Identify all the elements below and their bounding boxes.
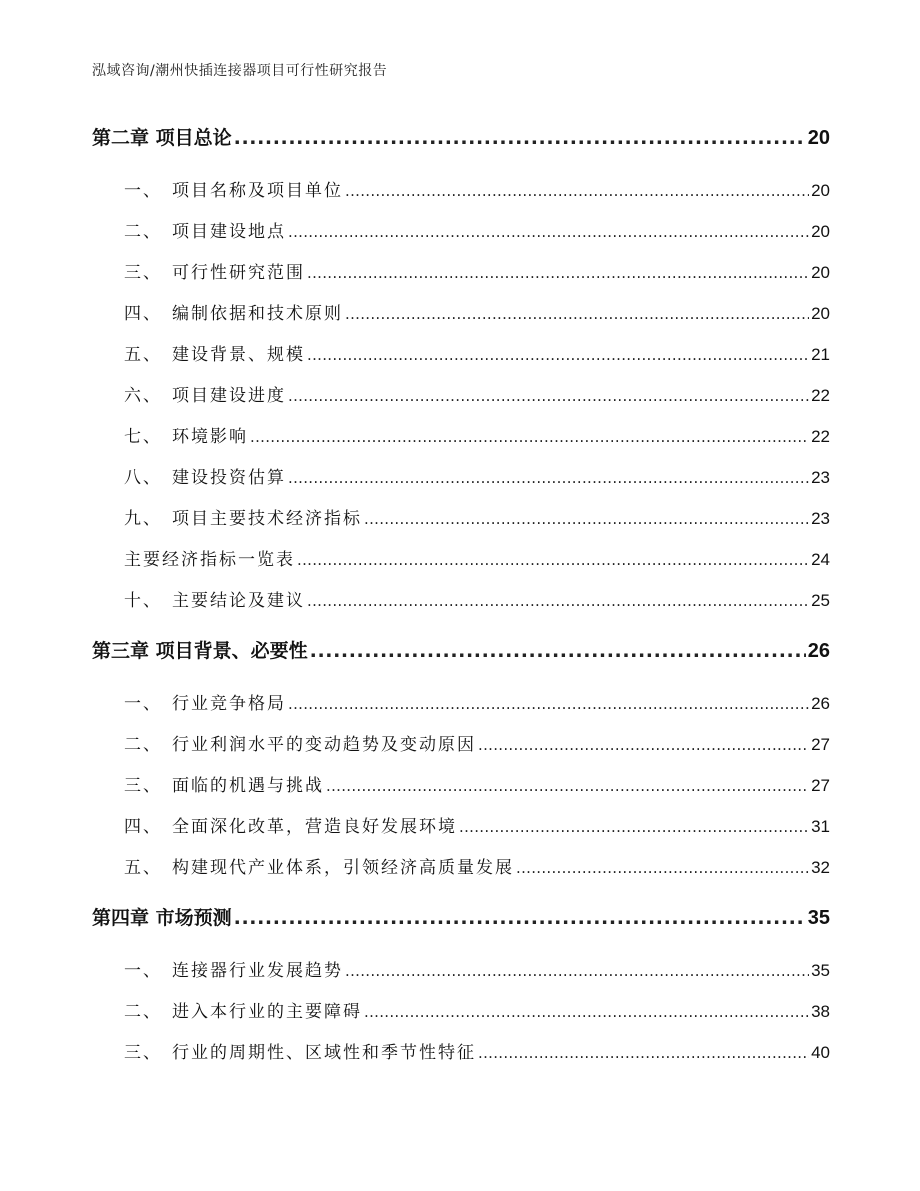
toc-item[interactable] [92, 812, 830, 837]
item-number: 八、 [124, 468, 162, 488]
toc-item[interactable] [92, 258, 830, 283]
leader-dots [326, 777, 809, 795]
page-number: 20 [807, 127, 830, 149]
page-number: 40 [811, 1043, 830, 1062]
toc-item[interactable] [92, 545, 830, 570]
toc-item[interactable] [92, 504, 830, 529]
leader-dots [234, 127, 806, 149]
leader-dots [478, 736, 809, 754]
leader-dots [234, 907, 806, 929]
toc-item[interactable] [92, 689, 830, 714]
leader-dots [307, 264, 809, 282]
leader-dots [478, 1044, 809, 1062]
toc-chapter-4[interactable] [92, 903, 830, 930]
toc-item[interactable] [92, 956, 830, 981]
toc-item[interactable] [92, 730, 830, 755]
item-title: 全面深化改革，营造良好发展环境 [172, 817, 457, 837]
page-number: 27 [811, 776, 830, 795]
leader-dots [310, 640, 806, 662]
page-number: 38 [811, 1002, 830, 1021]
item-title: 面临的机遇与挑战 [172, 776, 324, 796]
chapter-title: 第三章 项目背景、必要性 [92, 640, 308, 662]
leader-dots [516, 859, 809, 877]
toc-item[interactable] [92, 340, 830, 365]
leader-dots [307, 346, 809, 364]
item-number: 一、 [124, 181, 162, 201]
item-number: 七、 [124, 427, 162, 447]
toc-item[interactable] [92, 463, 830, 488]
chapter-title: 第四章 市场预测 [92, 907, 232, 929]
page-number: 32 [811, 858, 830, 877]
item-title: 主要经济指标一览表 [124, 550, 295, 570]
leader-dots [288, 469, 809, 487]
leader-dots [288, 387, 809, 405]
item-title: 建设投资估算 [172, 468, 286, 488]
toc-item[interactable] [92, 176, 830, 201]
item-number: 一、 [124, 694, 162, 714]
item-number: 五、 [124, 858, 162, 878]
item-title: 连接器行业发展趋势 [172, 961, 343, 981]
toc-item[interactable] [92, 853, 830, 878]
page-number: 20 [811, 222, 830, 241]
page-number: 24 [811, 550, 830, 569]
item-number: 三、 [124, 1043, 162, 1063]
item-title: 项目名称及项目单位 [172, 181, 343, 201]
toc-item[interactable] [92, 381, 830, 406]
page-number: 23 [811, 468, 830, 487]
item-number: 十、 [124, 591, 162, 611]
page-number: 27 [811, 735, 830, 754]
toc-item[interactable] [92, 217, 830, 242]
item-title: 行业利润水平的变动趋势及变动原因 [172, 735, 476, 755]
item-title: 构建现代产业体系，引领经济高质量发展 [172, 858, 514, 878]
page-number: 25 [811, 591, 830, 610]
page-header: 泓域咨询/潮州快插连接器项目可行性研究报告 [92, 63, 388, 79]
toc-item[interactable] [92, 771, 830, 796]
item-title: 主要结论及建议 [172, 591, 305, 611]
page-number: 31 [811, 817, 830, 836]
leader-dots [364, 1003, 809, 1021]
item-number: 四、 [124, 817, 162, 837]
page-number: 22 [811, 427, 830, 446]
item-title: 可行性研究范围 [172, 263, 305, 283]
item-title: 项目主要技术经济指标 [172, 509, 362, 529]
item-title: 环境影响 [172, 427, 248, 447]
toc-item[interactable] [92, 422, 830, 447]
item-title: 进入本行业的主要障碍 [172, 1002, 362, 1022]
leader-dots [345, 305, 809, 323]
leader-dots [307, 592, 809, 610]
page-number: 23 [811, 509, 830, 528]
item-number: 二、 [124, 1002, 162, 1022]
leader-dots [250, 428, 809, 446]
page-number: 20 [811, 304, 830, 323]
page-number: 20 [811, 263, 830, 282]
leader-dots [345, 182, 809, 200]
toc-item[interactable] [92, 586, 830, 611]
item-title: 编制依据和技术原则 [172, 304, 343, 324]
item-title: 项目建设进度 [172, 386, 286, 406]
item-title: 建设背景、规模 [172, 345, 305, 365]
page-number: 35 [807, 907, 830, 929]
leader-dots [297, 551, 809, 569]
toc-item[interactable] [92, 299, 830, 324]
leader-dots [364, 510, 809, 528]
page-number: 21 [811, 345, 830, 364]
item-title: 行业竞争格局 [172, 694, 286, 714]
item-number: 二、 [124, 735, 162, 755]
leader-dots [288, 695, 809, 713]
item-number: 五、 [124, 345, 162, 365]
item-number: 三、 [124, 776, 162, 796]
leader-dots [459, 818, 809, 836]
item-number: 四、 [124, 304, 162, 324]
item-number: 二、 [124, 222, 162, 242]
page-number: 26 [811, 694, 830, 713]
item-title: 行业的周期性、区域性和季节性特征 [172, 1043, 476, 1063]
page-number: 20 [811, 181, 830, 200]
item-title: 项目建设地点 [172, 222, 286, 242]
toc-item[interactable] [92, 1038, 830, 1063]
item-number: 六、 [124, 386, 162, 406]
toc-item[interactable] [92, 997, 830, 1022]
page-number: 22 [811, 386, 830, 405]
leader-dots [288, 223, 809, 241]
item-number: 九、 [124, 509, 162, 529]
page-number: 35 [811, 961, 830, 980]
toc-chapter-3[interactable] [92, 636, 830, 663]
item-number: 三、 [124, 263, 162, 283]
item-number: 一、 [124, 961, 162, 981]
page-number: 26 [807, 640, 830, 662]
toc-chapter-2[interactable] [92, 123, 830, 150]
chapter-title: 第二章 项目总论 [92, 127, 232, 149]
leader-dots [345, 962, 809, 980]
